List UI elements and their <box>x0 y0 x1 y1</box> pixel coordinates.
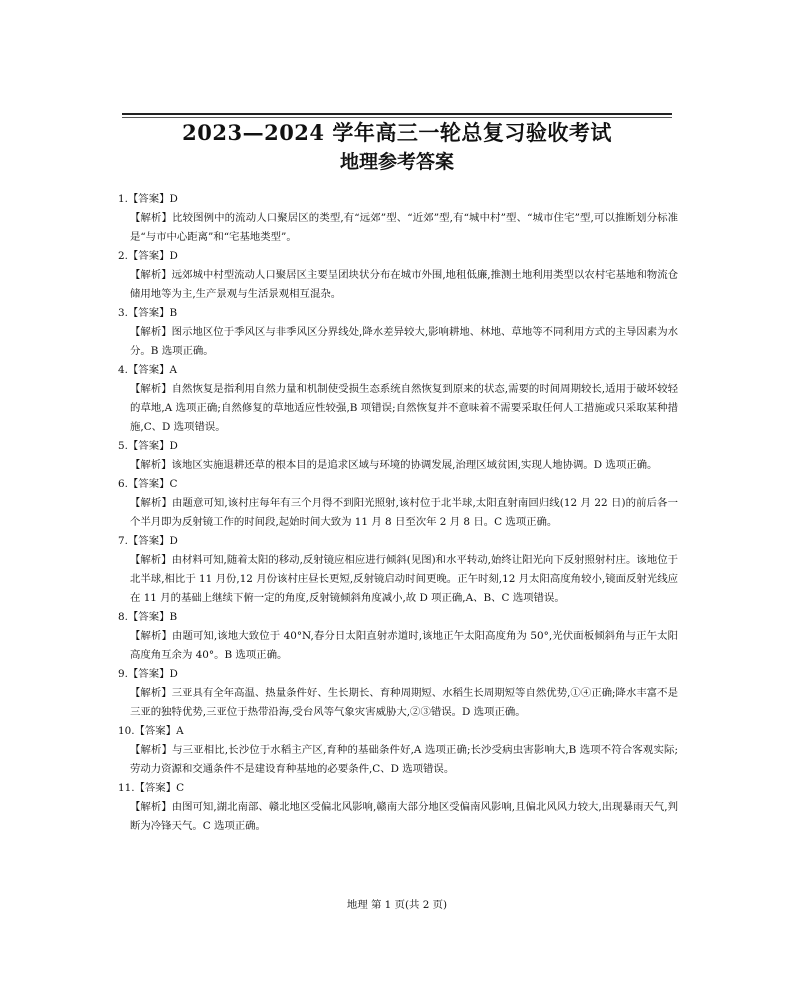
page-subtitle: 地理参考答案 <box>339 151 454 173</box>
explanation-text: 【解析】与三亚相比,长沙位于水稻主产区,育种的基础条件好,A 选项正确;长沙受病虫害影响大,B 选项不符合客观实际;劳动力资源和交通条件不是建设育种基地的必要条件,C、D 选项错误。 <box>130 744 678 775</box>
question-item <box>118 190 678 247</box>
page-footer: 地理 第 1 页(共 2 页) <box>346 899 448 911</box>
explanation-text: 【解析】比较图例中的流动人口聚居区的类型,有“远郊”型、“近郊”型,有“城中村”型、“城市住宅”型,可以推断划分标准是“与市中心距离”和“宅基地类型”。 <box>130 212 678 243</box>
answer-line: 1.【答案】D <box>118 193 178 205</box>
explanation-text: 【解析】远郊城中村型流动人口聚居区主要呈团块状分布在城市外围,地租低廉,推测土地利用类型以农村宅基地和物流仓储用地等为主,生产景观与生活景观相互混杂。 <box>130 269 678 300</box>
answer-list <box>118 190 678 836</box>
answer-line: 3.【答案】B <box>118 307 178 319</box>
answer-line: 5.【答案】D <box>118 440 178 452</box>
question-item <box>118 779 678 836</box>
question-item <box>118 722 678 779</box>
explanation-text: 【解析】由题可知,该地大致位于 40°N,春分日太阳直射赤道时,该地正午太阳高度角为 50°,光伏面板倾斜角与正午太阳高度角互余为 40°。B 选项正确。 <box>130 630 678 661</box>
answer-line: 11.【答案】C <box>118 782 185 794</box>
question-item <box>118 608 678 665</box>
question-item <box>118 361 678 437</box>
explanation-text: 【解析】图示地区位于季风区与非季风区分界线处,降水差异较大,影响耕地、林地、草地等不同利用方式的主导因素为水分。B 选项正确。 <box>130 326 678 357</box>
answer-line: 10.【答案】A <box>118 725 184 737</box>
question-item <box>118 304 678 361</box>
page-title: 2023—2024 学年高三一轮总复习验收考试 <box>182 120 612 145</box>
question-item <box>118 665 678 722</box>
explanation-text: 【解析】由图可知,湖北南部、赣北地区受偏北风影响,赣南大部分地区受偏南风影响,且偏北风风力较大,出现暴雨天气,判断为冷锋天气。C 选项正确。 <box>130 801 678 832</box>
question-item <box>118 437 678 475</box>
answer-line: 4.【答案】A <box>118 364 177 376</box>
explanation-text: 【解析】自然恢复是指利用自然力量和机制使受损生态系统自然恢复到原来的状态,需要的时间周期较长,适用于破坏较轻的草地,A 选项正确;自然修复的草地适应性较强,B 项错误;自然恢复并不意味着不需要采取任何人工措施或只采取某种措施,C、D 选项错误。 <box>130 383 678 433</box>
header-rule-thin <box>122 117 672 118</box>
explanation-text: 【解析】三亚具有全年高温、热量条件好、生长期长、育种周期短、水稻生长周期短等自然优势,①④正确;降水丰富不是三亚的独特优势,三亚位于热带沿海,受台风等气象灾害威胁大,②③错误。D 选项正确。 <box>130 687 678 718</box>
answer-line: 7.【答案】D <box>118 535 178 547</box>
explanation-text: 【解析】由题意可知,该村庄每年有三个月得不到阳光照射,该村位于北半球,太阳直射南回归线(12 月 22 日)的前后各一个半月即为反射镜工作的时间段,起始时间大致为 11 月 8 日至次年 2 月 8 日。C 选项正确。 <box>130 497 678 528</box>
header-rule <box>122 113 672 115</box>
answer-line: 6.【答案】C <box>118 478 178 490</box>
explanation-text: 【解析】由材料可知,随着太阳的移动,反射镜应相应进行倾斜(见图)和水平转动,始终让阳光向下反射照射村庄。该地位于北半球,相比于 11 月份,12 月份该村庄昼长更短,反射镜启动时间更晚。正午时刻,12 月太阳高度角较小,镜面反射光线应在 11 月的基础上继续下俯一定的角度,反射镜倾斜角度减小,故 D 项正确,A、B、C 选项错误。 <box>130 554 678 604</box>
answer-line: 9.【答案】D <box>118 668 178 680</box>
answer-line: 2.【答案】D <box>118 250 178 262</box>
question-item <box>118 532 678 608</box>
explanation-text: 【解析】该地区实施退耕还草的根本目的是追求区域与环境的协调发展,治理区域贫困,实现人地协调。D 选项正确。 <box>130 459 658 471</box>
answer-line: 8.【答案】B <box>118 611 178 623</box>
question-item <box>118 247 678 304</box>
question-item <box>118 475 678 532</box>
